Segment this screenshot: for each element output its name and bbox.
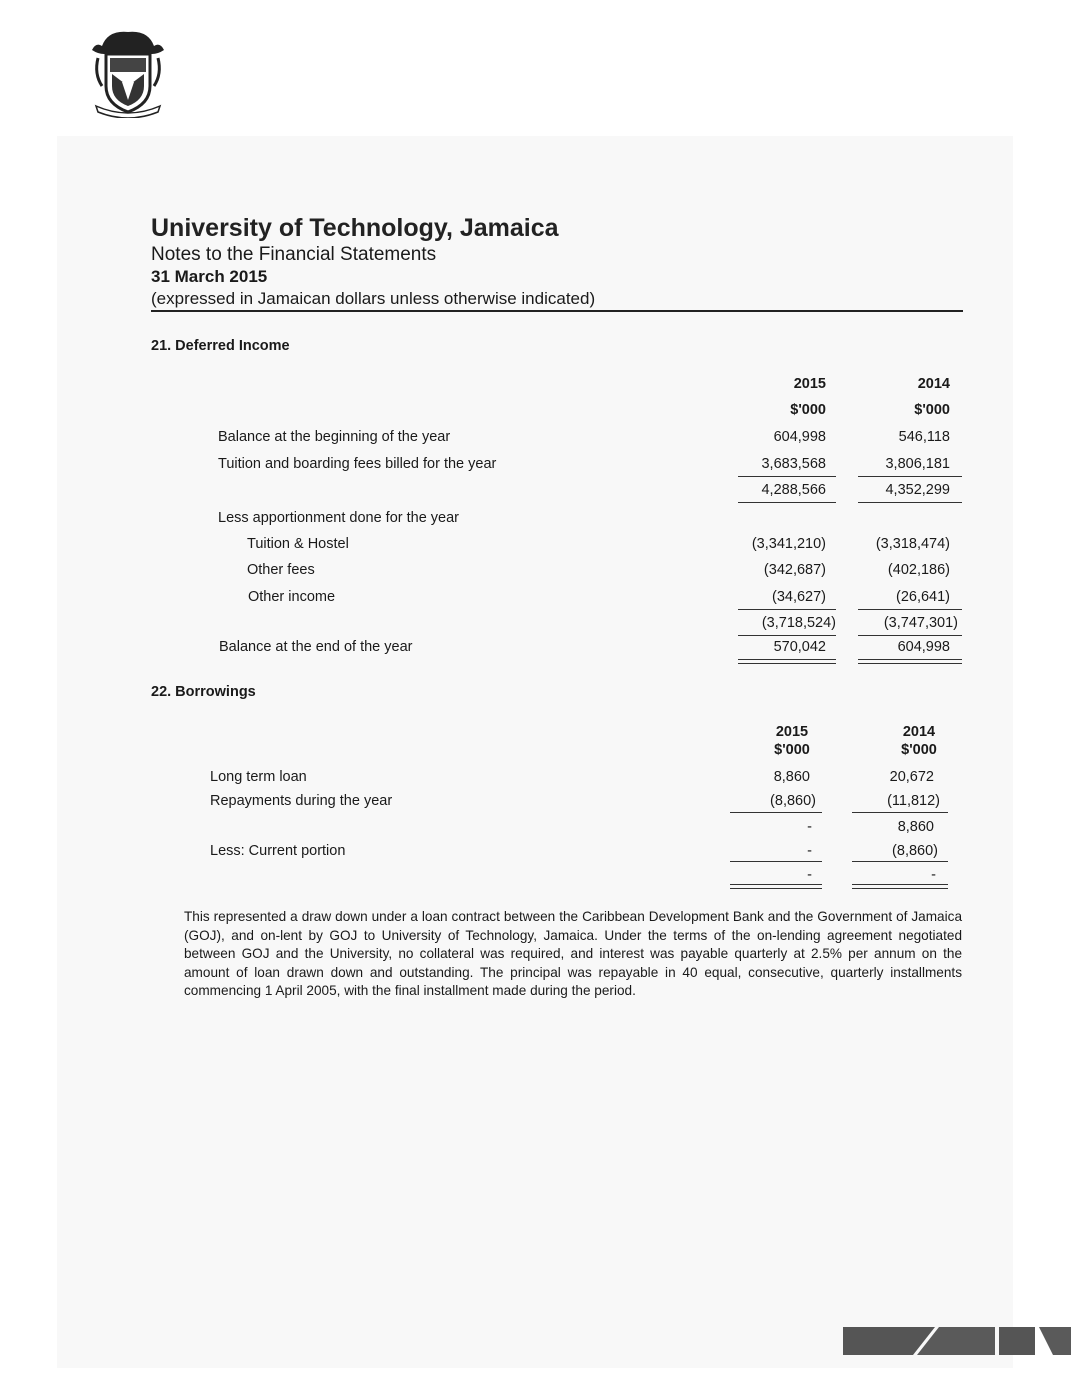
row-label: Repayments during the year [210, 793, 393, 809]
row-label: Long term loan [210, 769, 307, 785]
row-label: Tuition & Hostel [247, 536, 349, 552]
subtotal-rule [858, 635, 962, 636]
subtotal-rule [852, 812, 948, 813]
organization-title: University of Technology, Jamaica [151, 214, 559, 242]
total-double-rule [858, 659, 962, 664]
value-2015: (34,627) [771, 589, 826, 605]
total-double-rule [730, 884, 822, 889]
value-2015: 3,683,568 [761, 456, 826, 472]
subtotal-rule [730, 812, 822, 813]
subtotal-rule [738, 502, 836, 503]
row-label: Less apportionment done for the year [218, 510, 460, 526]
row-label: Less: Current portion [210, 843, 346, 859]
total-2014: - [931, 867, 936, 883]
value-2015: (8,860) [770, 793, 816, 809]
value-2014: (8,860) [892, 843, 938, 859]
statement-header [151, 213, 963, 310]
subtotal-rule [738, 609, 836, 610]
value-2014: (402,186) [887, 562, 950, 578]
total-2015: 570,042 [773, 639, 826, 655]
value-2014: 3,806,181 [885, 456, 950, 472]
row-label: Balance at the beginning of the year [218, 429, 451, 445]
document-subtitle: Notes to the Financial Statements [151, 244, 437, 265]
row-label: Balance at the end of the year [219, 639, 413, 655]
subtotal-rule [738, 635, 836, 636]
total-double-rule [738, 659, 836, 664]
unit-header-2014: $'000 [914, 402, 950, 418]
col-header-2014: 2014 [902, 724, 936, 740]
value-2014: (11,812) [887, 793, 940, 809]
unit-header-2015: $'000 [790, 402, 826, 418]
value-2014: 20,672 [889, 769, 934, 785]
subtotal-2015: (3,718,524) [761, 615, 836, 631]
row-label: Tuition and boarding fees billed for the year [218, 456, 497, 472]
subtotal-rule [858, 476, 962, 477]
subtotal-rule [852, 861, 948, 862]
borrowings-note-paragraph: This represented a draw down under a loan contract between the Caribbean Development Bank and the Government of Jamaica (GOJ), and on-lent by GOJ to University of Technology, Jamaica. Under the terms of the on-lending agreement negotiated between GOJ and the University, no collateral was required, and interest was payable quarterly at 2.5% per annum on the amount of loan drawn down and outstanding. The principal was repayable in 40 equal, consecutive, quarterly installments commencing 1 April 2005, with the final installment made during the period. [184, 909, 962, 999]
col-header-2014: 2014 [917, 376, 950, 392]
value-2014: 8,860 [897, 819, 934, 835]
subtotal-rule [858, 502, 962, 503]
unit-header-2014: $'000 [901, 742, 937, 758]
total-double-rule [852, 884, 948, 889]
value-2015: - [807, 819, 812, 835]
page-panel [57, 136, 1013, 1368]
header-rule [151, 310, 963, 312]
currency-note: (expressed in Jamaican dollars unless otherwise indicated) [151, 289, 596, 308]
value-2015: (342,687) [763, 562, 826, 578]
subtotal-rule [730, 861, 822, 862]
col-header-2015: 2015 [775, 724, 809, 740]
value-2015: - [807, 843, 812, 859]
value-2015: (3,341,210) [751, 536, 826, 552]
row-label: Other income [248, 589, 336, 605]
total-2014: 604,998 [897, 639, 950, 655]
subtotal-rule [858, 609, 962, 610]
subtotal-2015: 4,288,566 [761, 482, 826, 498]
section-heading-deferred-income: 21. Deferred Income [151, 338, 290, 354]
university-crest-logo [88, 24, 168, 118]
col-header-2015: 2015 [793, 376, 826, 392]
statement-date: 31 March 2015 [151, 267, 268, 286]
value-2014: 546,118 [898, 429, 950, 445]
subtotal-rule [738, 476, 836, 477]
row-label: Other fees [247, 562, 315, 578]
section-heading-borrowings: 22. Borrowings [151, 684, 256, 700]
value-2015: 8,860 [773, 769, 810, 785]
value-2015: 604,998 [773, 429, 826, 445]
footer-decoration [843, 1327, 1071, 1356]
subtotal-2014: (3,747,301) [883, 615, 958, 631]
value-2014: (26,641) [895, 589, 950, 605]
value-2014: (3,318,474) [875, 536, 950, 552]
total-2015: - [807, 867, 812, 883]
subtotal-2014: 4,352,299 [885, 482, 950, 498]
unit-header-2015: $'000 [774, 742, 810, 758]
